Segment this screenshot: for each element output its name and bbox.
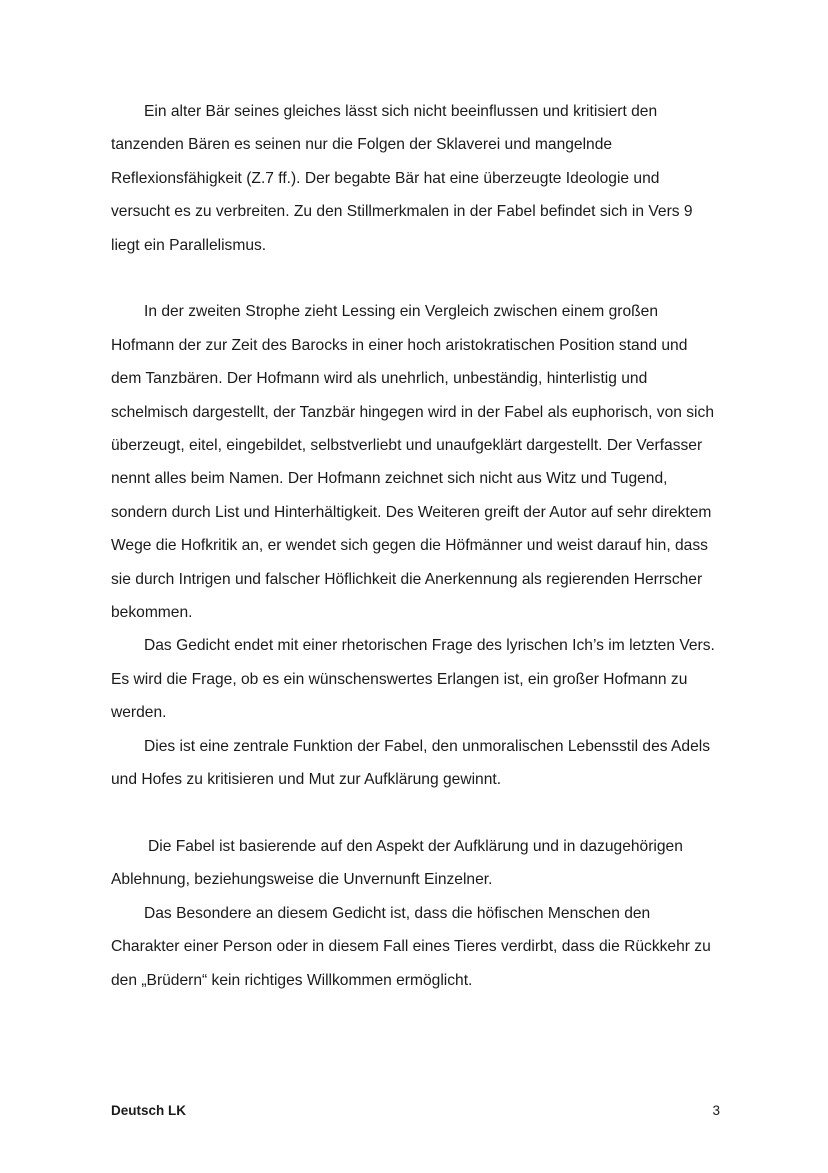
page-number: 3 — [712, 1103, 720, 1118]
document-body — [111, 95, 719, 997]
footer-course-label: Deutsch LK — [111, 1103, 187, 1118]
paragraph-3: Das Gedicht endet mit einer rhetorischen Frage des lyrischen Ich’s im letzten Vers. Es wird die Frage, ob es ein wünschenswertes Erlangen ist, ein großer Hofmann zu werden. — [111, 637, 715, 722]
paragraph-gap — [111, 262, 719, 295]
paragraph-gap — [111, 797, 719, 830]
paragraph-2: In der zweiten Strophe zieht Lessing ein Vergleich zwischen einem großen Hofmann der zur Zeit des Barocks in einer hoch aristokratischen Position stand und dem Tanzbären. Der Hofmann wird als unehrlich, unbeständig, hinterlistig und schelmisch dargestellt, der Tanzbär hingegen wird in der Fabel als euphorisch, von sich überzeugt, eitel, eingebildet, selbstverliebt und unaufgeklärt dargestellt. Der Verfasser nennt alles beim Namen. Der Hofmann zeichnet sich nicht aus Witz und Tugend, sondern durch List und Hinterhältigkeit. Des Weiteren greift der Autor auf sehr direktem Wege die Hofkritik an, er wendet sich gegen die Höfmänner und weist darauf hin, dass sie durch Intrigen und falscher Höflichkeit die Anerkennung als regierenden Herrscher bekommen. — [111, 303, 714, 622]
paragraph-5: Die Fabel ist basierende auf den Aspekt der Aufklärung und in dazugehörigen Ablehnung, beziehungsweise die Unvernunft Einzelner. — [111, 837, 683, 889]
paragraph-1: Ein alter Bär seines gleiches lässt sich nicht beeinflussen und kritisiert den tanzenden Bären es seinen nur die Folgen der Sklaverei und mangelnde Reflexionsfähigkeit (Z.7 ff.). Der begabte Bär hat eine überzeugte Ideologie und versucht es zu verbreiten. Zu den Stillmerkmalen in der Fabel befindet sich in Vers 9 liegt ein Parallelismus. — [111, 103, 693, 254]
paragraph-4: Dies ist eine zentrale Funktion der Fabel, den unmoralischen Lebensstil des Adels und Hofes zu kritisieren und Mut zur Aufklärung gewinnt. — [111, 737, 711, 789]
paragraph-6: Das Besondere an diesem Gedicht ist, dass die höfischen Menschen den Charakter einer Person oder in diesem Fall eines Tieres verdirbt, dass die Rückkehr zu den „Brüdern“ kein richtiges Willkommen ermöglicht. — [111, 904, 711, 989]
